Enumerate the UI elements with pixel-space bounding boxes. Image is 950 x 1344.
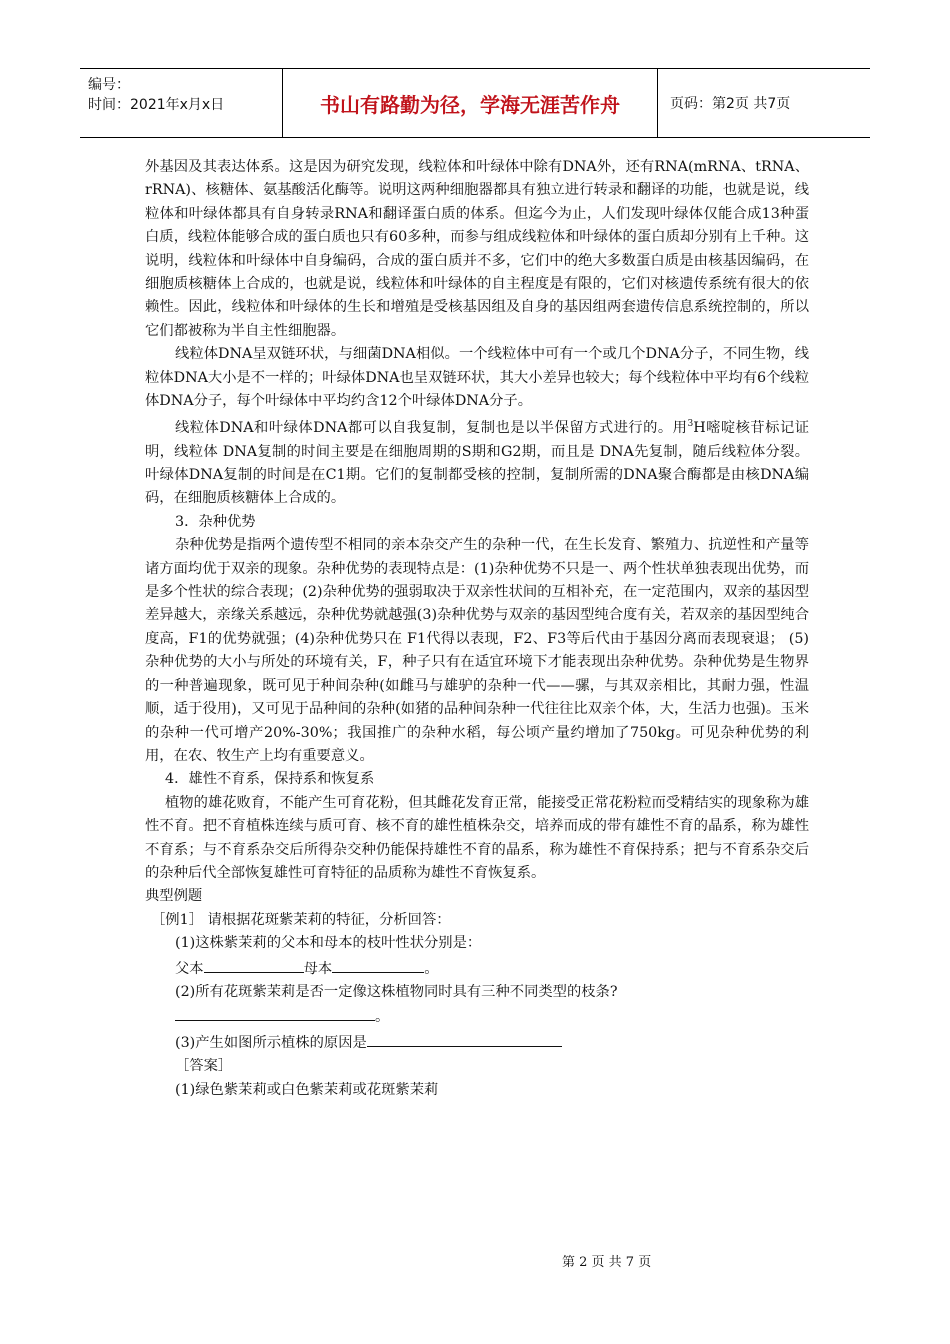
paragraph: 线粒体DNA呈双链环状，与细菌DNA相似。一个线粒体中可有一个或几个DNA分子，不同生物，线粒体DNA大小是不一样的；叶绿体DNA也呈双链环状，其大小差异也较大；每个线粒体中平均有6个线粒体DNA分子，每个叶绿体中平均约含12个叶绿体DNA分子。 — [145, 346, 809, 410]
answer-blank[interactable] — [367, 1030, 562, 1047]
paragraph-text: 线粒体DNA和叶绿体DNA都可以自我复制，复制也是以半保留方式进行的。用 — [175, 420, 688, 437]
answer-blank[interactable] — [175, 1004, 375, 1021]
answer-blank[interactable] — [332, 956, 424, 973]
document-number: 编号： — [88, 77, 130, 93]
document-date: 时间：2021年x月x日 — [88, 97, 225, 113]
answer-heading: ［答案］ — [175, 1058, 233, 1075]
paragraph: 杂种优势是指两个遗传型不相同的亲本杂交产生的杂种一代，在生长发育、繁殖力、抗逆性和产量等诸方面均优于双亲的现象。杂种优势的表现特点是：(1)杂种优势不只是一、两个性状单独表现出优势，而是多个性状的综合表现；(2)杂种优势的强弱取决于双亲性状间的互相补充，在一定范围内，双亲的基因型差异越大，亲缘关系越远，杂种优势就越强(3)杂种优势与双亲的基因型纯合度有关，若双亲的基因型纯合度高，F1的优势就强；(4)杂种优势只在 F1代得以表现，F2、F3等后代由于基因分离而表现衰退； (5)杂种优势的大小与所处的环境有关，F，种子只有在适宜环境下才能表现出杂种优势。杂种优势是生物界的一种普遍现象，既可见于种间杂种(如雌马与雄驴的杂种一代——骡，与其双亲相比，其耐力强，性温顺，适于役用)，又可见于品种间的杂种(如猪的品种间杂种一代往往比双亲个体，大，生活力也强)。玉米的杂种一代可增产20%-30%；我国推广的杂种水稻，每公顷产量约增加了750kg。可见杂种优势的利用，在农、牧生产上均有重要意义。 — [145, 537, 809, 764]
paragraph: 外基因及其表达体系。这是因为研究发现，线粒体和叶绿体中除有DNA外，还有RNA(mRNA、tRNA、rRNA)、核糖体、氨基酸活化酶等。说明这两种细胞器都具有独立进行转录和翻译的功能，也就是说，线粒体和叶绿体都具有自身转录RNA和翻译蛋白质的体系。但迄今为止，人们发现叶绿体仅能合成13种蛋白质，线粒体能够合成的蛋白质也只有60多种，而参与组成线粒体和叶绿体的蛋白质却分别有上千种。这说明，线粒体和叶绿体中自身编码，合成的蛋白质并不多，它们中的绝大多数蛋白质是由核基因编码，在细胞质核糖体上合成的，也就是说，线粒体和叶绿体的自主程度是有限的，它们对核遗传系统有很大的依赖性。因此，线粒体和叶绿体的生长和增殖是受核基因组及自身的基因组两套遗传信息系统控制的，所以它们都被称为半自主性细胞器。 — [145, 159, 809, 339]
paragraph-text: H嘧啶核苷标记证明，线粒体 DNA复制的时间主要是在细胞周期的S期和G2期，而且是 DNA先复制，随后线粒体分裂。叶绿体DNA复制的时间是在C1期。它们的复制都受核的控制，复制所需的DNA聚合酶都是由核DNA编码，在细胞质核糖体上合成的。 — [145, 420, 810, 507]
question: (1)这株紫茉莉的父本和母本的枝叶性状分别是： — [175, 935, 482, 952]
answer-blank[interactable] — [204, 956, 304, 973]
section-heading: 4．雄性不育系，保持系和恢复系 — [165, 771, 375, 788]
examples-heading: 典型例题 — [145, 888, 203, 905]
header-page-number: 页码：第2页 共7页 — [670, 96, 791, 112]
paragraph — [145, 413, 809, 510]
question-answer-line — [145, 1004, 809, 1029]
page-header — [80, 68, 870, 138]
mother-label: 母本 — [303, 960, 333, 977]
page-footer: 第 2 页 共 7 页 — [562, 1255, 652, 1270]
header-info — [80, 69, 283, 137]
father-label: 父本 — [175, 960, 204, 977]
question: (2)所有花斑紫茉莉是否一定像这株植物同时具有三种不同类型的枝条? — [175, 983, 618, 1000]
punctuation: 。 — [375, 1009, 390, 1026]
section-heading: 3．杂种优势 — [175, 513, 256, 530]
question-text: (3)产生如图所示植株的原因是 — [175, 1034, 367, 1051]
answer: (1)绿色紫茉莉或白色紫茉莉或花斑紫茉莉 — [175, 1081, 439, 1098]
question-answer-line — [145, 956, 809, 981]
document-body — [145, 156, 809, 1102]
example-title: ［例1］ 请根据花斑紫茉莉的特征，分析回答： — [151, 911, 451, 928]
header-motto: 书山有路勤为径，学海无涯苦作舟 — [283, 69, 658, 137]
question — [145, 1030, 809, 1055]
punctuation: 。 — [424, 960, 439, 977]
superscript: 3 — [687, 419, 694, 430]
paragraph: 植物的雄花败育，不能产生可育花粉，但其雌花发育正常，能接受正常花粉粒而受精结实的现象称为雄性不育。把不育植株连续与质可育、核不育的雄性植株杂交，培养而成的带有雄性不育的晶系，称为雄性不育系；与不育系杂交后所得杂交种仍能保持雄性不育的晶系，称为雄性不育保持系；把与不育系杂交后的杂种后代全部恢复雄性可育特征的品质称为雄性不育恢复系。 — [145, 794, 809, 881]
